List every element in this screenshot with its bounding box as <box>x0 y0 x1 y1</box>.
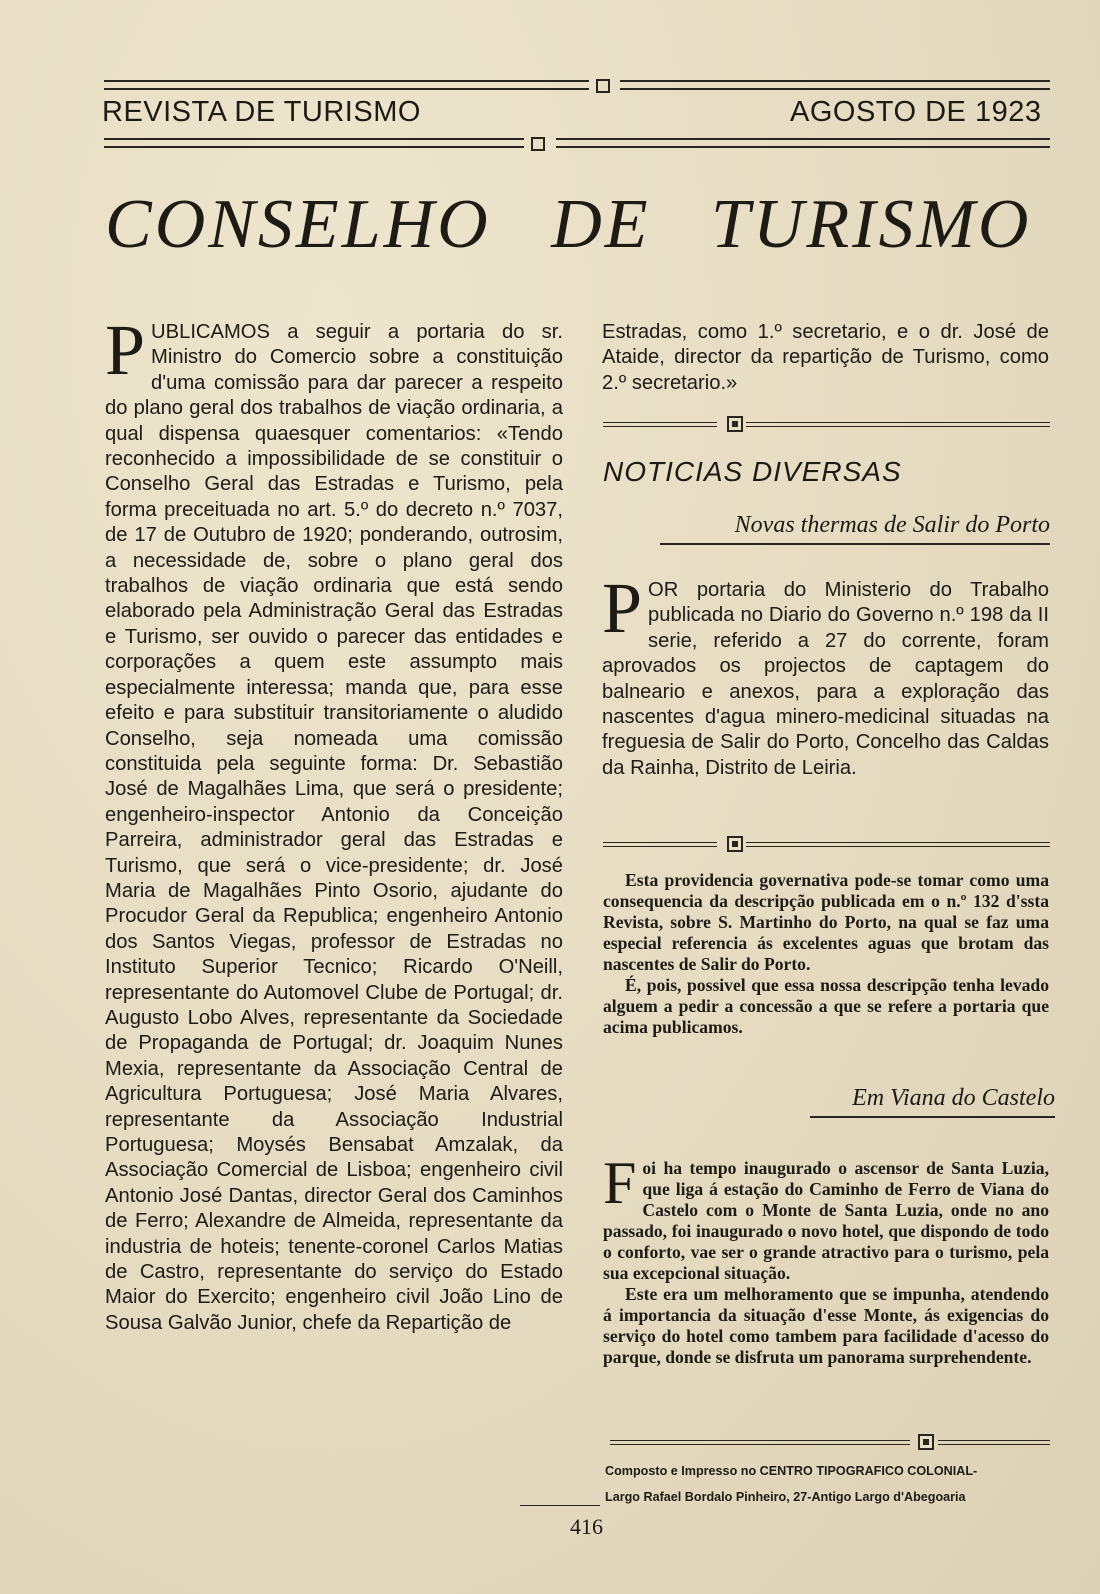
header-rule-top-right <box>620 80 1050 90</box>
news-item-2-text-p2: Este era um melhoramento que se impunha, atendendo á importancia da situação d'esse Monte, ás exigencias do serviço do hotel como tambem para facilidade d'acesso do parque, donde se disfruta um panorama surprehendente. <box>603 1284 1049 1367</box>
header-rule-box-top <box>596 79 610 93</box>
footer-rule <box>520 1505 600 1506</box>
publication-name: REVISTA DE TURISMO <box>102 96 421 128</box>
news-item-1-note-p1: Esta providencia governativa pode-se tomar como uma consequencia da descripção publicada em o n.º 132 d'ssta Revista, sobre S. Martinho do Porto, na qual se faz uma especial referencia ás excelentes aguas que brotam das nascentes de Salir do Porto. <box>603 870 1049 974</box>
colophon-line-2: Largo Rafael Bordalo Pinheiro, 27-Antigo Largo d'Abegoaria <box>605 1490 966 1504</box>
header-rule-box-bottom <box>531 137 545 151</box>
separator-rule-left-3 <box>610 1440 910 1445</box>
article-lead: UBLICAMOS <box>151 321 270 343</box>
separator-ornament-1 <box>727 416 743 432</box>
article-dropcap: P <box>105 310 146 390</box>
article-title: CONSELHO DE TURISMO <box>105 186 1032 263</box>
header-rule-bottom-right <box>556 138 1050 148</box>
news-item-1-note-p2: É, pois, possivel que essa nossa descripção tenha levado alguem a pedir a concessão a que se refere a portaria que acima publicamos. <box>603 975 1049 1037</box>
section-title: NOTICIAS DIVERSAS <box>603 456 902 487</box>
page-number: 416 <box>570 1514 603 1539</box>
subhead-viana-do-castelo: Em Viana do Castelo <box>810 1085 1055 1118</box>
news-item-2-dropcap: F <box>603 1150 637 1216</box>
separator-rule-left-2 <box>603 842 717 847</box>
colophon-line-1: Composto e Impresso no CENTRO TIPOGRAFICO COLONIAL- <box>605 1464 978 1478</box>
news-item-1-dropcap: P <box>602 568 643 648</box>
news-item-1-lead: OR <box>648 579 679 601</box>
header-rule-bottom-left <box>104 138 524 148</box>
news-item-1-note <box>603 870 1049 1038</box>
subhead-salir-do-porto: Novas thermas de Salir do Porto <box>660 512 1050 545</box>
issue-date: AGOSTO DE 1923 <box>790 96 1042 128</box>
separator-ornament-3 <box>918 1434 934 1450</box>
separator-rule-right-3 <box>938 1440 1050 1445</box>
separator-rule-right-2 <box>746 842 1050 847</box>
article-continuation <box>602 320 1049 396</box>
news-item-1-body <box>602 568 1050 781</box>
separator-rule-left-1 <box>603 422 717 427</box>
separator-rule-right-1 <box>746 422 1050 427</box>
separator-ornament-2 <box>727 836 743 852</box>
article-body <box>105 310 563 1336</box>
news-item-1-text: portaria do Ministerio do Trabalho publicada no Diario do Governo n.º 198 da II serie, referido a 27 do corrente, foram aprovados os projectos de captagem do balneario e anexos, para a exploração das nascentes d'agua minero-medicinal situadas na freguesia de Salir do Porto, Concelho das Caldas da Rainha, Distrito de Leiria. <box>602 579 1050 779</box>
header-rule-top-left <box>104 80 589 90</box>
article-continuation-text: Estradas, como 1.º secretario, e o dr. José de Ataide, director da repartição de Turismo, como 2.º secretario.» <box>602 321 1049 394</box>
news-item-2-body <box>603 1150 1049 1368</box>
news-item-2-text: oi ha tempo inaugurado o ascensor de Santa Luzia, que liga á estação do Caminho de Ferro de Viana do Castelo com o Monte de Santa Luzia, onde no ano passado, foi inaugurado o novo hotel, que dispondo de todo o conforto, vae ser o grande atractivo para o turismo, pela sua excepcional situação. <box>603 1158 1049 1283</box>
article-text: a seguir a portaria do sr. Ministro do Comercio sobre a constituição d'uma comissão para dar parecer a respeito do plano geral dos trabalhos de viação ordinaria, a qual dispensa quaesquer comentarios: «Tendo reconhecido a impossibilidade de se constituir o Conselho Geral das Estradas e Turismo, pela forma preceituada no art. 5.º do decreto n.º 7037, de 17 de Outubro de 1920; ponderando, outrosim, a necessidade de, sobre o plano geral dos trabalhos de viação ordinaria que está sendo elaborado pela Administração Geral das Estradas e Turismo, ser ouvido o parecer das entidades e corporações a quem este assumpto mais especialmente interessa; manda que, para esse efeito e para substituir transitoriamente o aludido Conselho, seja nomeada uma comissão constituida pela seguinte forma: Dr. Sebastião José de Magalhães Lima, que será o presidente; engenheiro-inspector Antonio da Conceição Parreira, administrador geral das Estradas e Turismo, que será o vice-presidente; dr. José Maria de Magalhães Pinto Osorio, ajudante do Procudor Geral da Republica; engenheiro Antonio dos Santos Viegas, professor de Estradas no Instituto Superior Tecnico; Ricardo O'Neill, representante do Automovel Clube de Portugal; dr. Augusto Lobo Alves, representante da Sociedade de Propaganda de Portugal; dr. Joaquim Nunes Mexia, representante da Associação Central de Agricultura Portuguesa; José Maria Alvares, representante da Associação Industrial Portuguesa; Moysés Bensabat Amzalak, da Associação Comercial de Lisboa; engenheiro civil Antonio José Dantas, director Geral dos Caminhos de Ferro; Alexandre de Almeida, representante da industria de hoteis; tenente-coronel Carlos Matias de Castro, representante do serviço do Estado Maior do Exercito; engenheiro civil João Lino de Sousa Galvão Junior, chefe da Repartição de <box>105 321 563 1334</box>
